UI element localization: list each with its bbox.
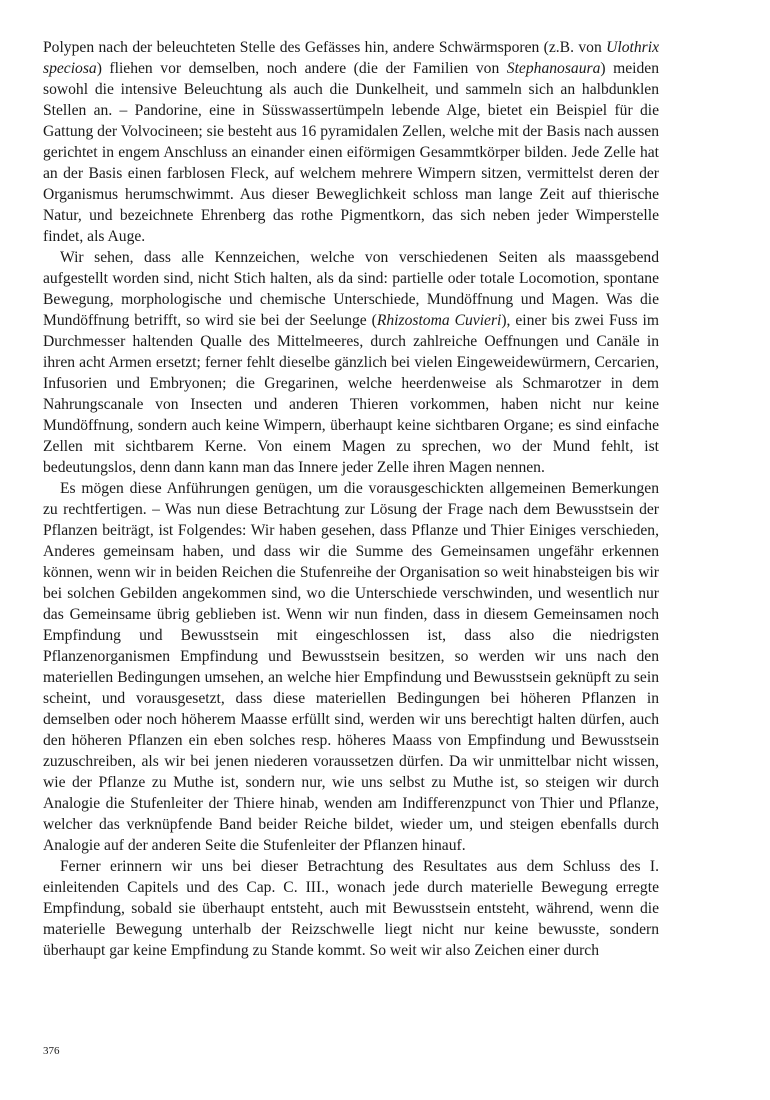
text-segment: ), einer bis zwei Fuss im Durchmesser haltenden Qualle des Mittelmeeres, durch zahlreiche Oeffnungen und Canäle in ihren acht Armen ersetzt; ferner fehlt dieselbe gänzlich bei vielen Eingeweidewürmern, Cercarien, Infusorien und Embryonen; die Gregarinen, welche heerdenweise als Schmarotzer in dem Nahrungscanale von Insecten und anderen Thieren vorkommen, haben nicht nur keine Mundöffnung, sondern auch keine Wimpern, überhaupt keine sichtbaren Organe; es sind einfache Zellen mit sichtbarem Kerne. Von einem Magen zu sprechen, wo der Mund fehlt, ist bedeutungslos, denn dann kann man das Innere jeder Zelle ihren Magen nennen. xyxy=(43,312,660,476)
text-segment: Es mögen diese Anführungen genügen, um die vorausgeschickten allgemeinen Bemerkungen zu rechtfertigen. – Was nun diese Betrachtung zur Lösung der Frage nach dem Bewusstsein der Pflanzen beiträgt, ist Folgendes: Wir haben gesehen, dass Pflanze und Thier Einiges verschieden, Anderes gemeinsam haben, und dass wir die Summe des Gemeinsamen ungefähr erkennen können, wenn wir in beiden Reichen die Stufenreihe der Organisation so weit hinabsteigen bis wir bei solchen Gebilden angekommen sind, wo die Unterschiede verschwinden, und wesentlich nur das Gemeinsame übrig geblieben ist. Wenn wir nun finden, dass in diesem Gemeinsamen noch Empfindung und Bewusstsein mit eingeschlossen ist, dass also die niedrigsten Pflanzenorganismen Empfindung und Bewusstsein besitzen, so werden wir uns nach den materiellen Bedingungen umsehen, an welche hier Empfindung und Bewusstsein geknüpft zu sein scheint, und vorausgesetzt, dass diese materiellen Bedingungen bei höheren Pflanzen in demselben oder noch höherem Maasse erfüllt sind, werden wir uns berechtigt halten dürfen, auch den höheren Pflanzen ein eben solches resp. höheres Maass von Empfindung und Bewusstsein zuzuschreiben, als wir bei jenen niederen voraussetzen dürfen. Da wir unmittelbar nicht wissen, wie der Pflanze zu Muthe ist, sondern nur, wie uns selbst zu Muthe ist, so steigen wir durch Analogie die Stufenleiter der Thiere hinab, wenden am Indifferenzpunct von Thier und Pflanze, welcher das verknüpfende Band beider Reiche bildet, wieder um, und steigen ebenfalls durch Analogie auf der anderen Seite die Stufenleiter der Pflanzen hinauf. xyxy=(43,480,659,854)
page-content xyxy=(43,37,659,1037)
paragraph-1 xyxy=(43,37,659,247)
text-segment: Ferner erinnern wir uns bei dieser Betrachtung des Resultates aus dem Schluss des I. einleitenden Capitels und des Cap. C. III., wonach jede durch materielle Bewegung erregte Empfindung, sobald sie überhaupt entsteht, auch mit Bewusstsein entsteht, während, wenn die materielle Bewegung unterhalb der Reizschwelle liegt nicht nur keine bewusste, sondern überhaupt gar keine Empfindung zu Stande kommt. So weit wir also Zeichen einer durch xyxy=(43,858,659,959)
body-text xyxy=(43,37,659,961)
paragraph-3 xyxy=(43,478,659,856)
text-segment: Polypen nach der beleuchteten Stelle des Gefässes hin, andere Schwärmsporen (z.B. von xyxy=(43,39,607,56)
text-segment: Wir sehen, dass alle Kennzeichen, welche von verschiedenen Seiten als maassgebend aufgestellt worden sind, nicht Stich halten, als da sind: partielle oder totale Locomotion, spontane Bewegung, morphologische und chemische Unterschiede, Mundöffnung und Magen. Was die Mundöffnung betrifft, so wird sie bei der Seelunge ( xyxy=(43,249,659,329)
paragraph-2 xyxy=(43,247,659,478)
page-number: 376 xyxy=(43,1045,60,1057)
italic-species-name: Rhizostoma Cuvieri xyxy=(376,312,502,329)
text-segment: ) fliehen vor demselben, noch andere (die der Familien von xyxy=(96,60,507,77)
text-segment: ) meiden sowohl die intensive Beleuchtung als auch die Dunkelheit, und sammeln sich an halbdunklen Stellen an. – Pandorine, eine in Süsswassertümpeln lebende Alge, bietet ein Beispiel für die Gattung der Volvocineen; sie besteht aus 16 pyramidalen Zellen, welche mit der Basis nach aussen gerichtet in engem Anschluss an einander einen eiförmigen Gesammtkörper bilden. Jede Zelle hat an der Basis einen farblosen Fleck, auf welchem mehrere Wimpern sitzen, vermittelst deren der Organismus herumschwimmt. Aus dieser Beweglichkeit schloss man lange Zeit auf thierische Natur, und bezeichnete Ehrenberg das rothe Pigmentkorn, das sich neben jeder Wimperstelle findet, als Auge. xyxy=(43,60,659,245)
italic-species-name: Ulothrix speciosa xyxy=(43,39,659,77)
italic-family-name: Stephanosaura xyxy=(506,60,601,77)
paragraph-4 xyxy=(43,856,659,961)
